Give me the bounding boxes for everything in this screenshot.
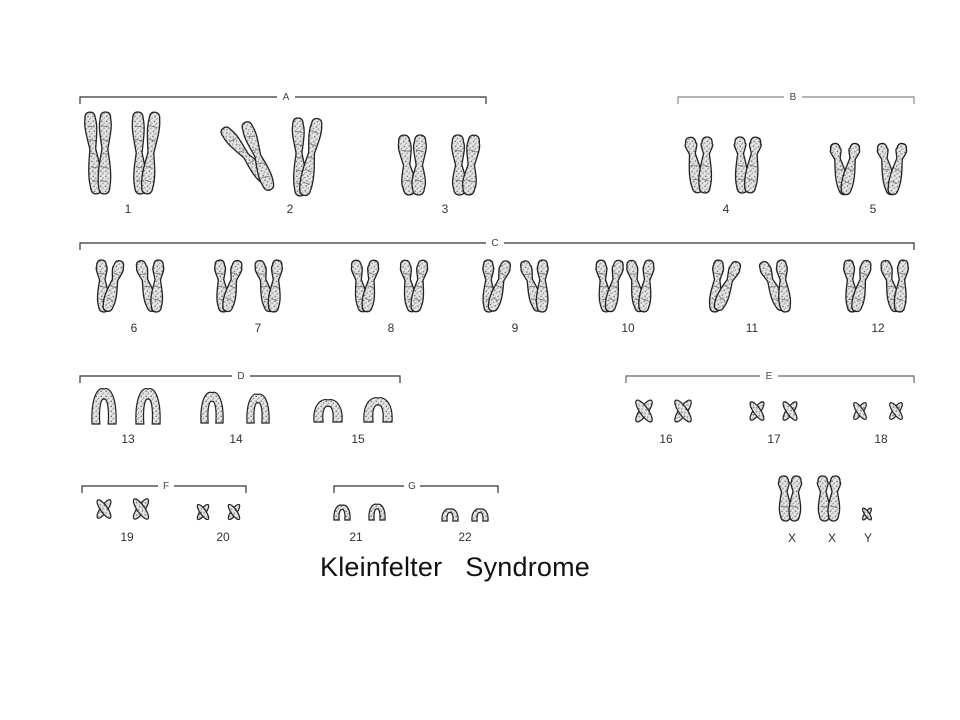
chromosome-22b (472, 509, 488, 521)
chromosome-2a (218, 120, 276, 192)
diagram-caption: Kleinfelter Syndrome (320, 552, 591, 582)
chromosome-21b (369, 504, 385, 520)
chromosome-1b (131, 112, 161, 195)
pair-label-17: 17 (767, 432, 781, 446)
chromosome-10a (595, 259, 625, 312)
pair-label-4: 4 (722, 202, 730, 216)
chromosome-5a (829, 142, 862, 195)
pair-label-21: 21 (349, 530, 363, 544)
chromosome-12b (879, 259, 909, 312)
chromosome-18b (888, 401, 905, 421)
chromosome-11a (709, 260, 743, 313)
group-g-bracket (334, 478, 498, 493)
pair-label-9: 9 (511, 321, 519, 335)
pair-label-16: 16 (659, 432, 673, 446)
chromosome-20a (195, 503, 210, 521)
group-d-label: D (237, 371, 245, 382)
chromosome-6b (134, 259, 164, 312)
pair-label-1: 1 (124, 202, 132, 216)
chromosome-4a (684, 136, 714, 193)
chromosome-14b (247, 394, 269, 423)
chromosome-7b (253, 259, 283, 312)
pair-label-18: 18 (874, 432, 888, 446)
chromosome-8a (350, 259, 380, 312)
chromosome-5b (876, 142, 909, 195)
group-c-bracket (80, 235, 914, 250)
chromosome-15a (314, 400, 342, 422)
chromosome-21a (334, 505, 350, 520)
group-b-bracket (678, 90, 914, 104)
pair-label-15: 15 (351, 432, 365, 446)
chromosome-16b (672, 398, 694, 424)
chromosome-19a (95, 498, 113, 520)
group-a-bracket (80, 89, 486, 104)
chromosome-19b (131, 497, 151, 521)
pair-label-7: 7 (254, 321, 262, 335)
chromosome-x2 (817, 476, 842, 522)
chromosome-15b (364, 398, 392, 422)
chromosome-17b (781, 400, 799, 422)
pair-label-3: 3 (441, 202, 449, 216)
chromosome-8b (399, 259, 429, 312)
chromosome-14a (201, 392, 223, 423)
pair-label-8: 8 (387, 321, 395, 335)
group-a-label: A (282, 92, 290, 103)
chromosome-13a (92, 389, 116, 424)
sex-label-x1: X (787, 531, 797, 545)
chromosome-12a (843, 259, 873, 312)
pair-label-10: 10 (621, 321, 635, 335)
group-g-label: G (408, 481, 416, 492)
pair-label-6: 6 (130, 321, 138, 335)
group-c-label: C (491, 238, 499, 249)
sex-label-x2: X (827, 531, 837, 545)
chromosome-3b (451, 134, 481, 195)
group-e-label: E (765, 371, 773, 382)
chromosome-22a (442, 509, 458, 521)
chromosome-4b (733, 136, 762, 193)
pair-label-14: 14 (229, 432, 243, 446)
chromosome-13b (136, 389, 160, 424)
chromosome-20b (226, 503, 241, 521)
chromosome-3a (397, 134, 427, 195)
pair-label-20: 20 (216, 530, 230, 544)
chromosome-9a (482, 259, 512, 312)
group-e-bracket (626, 368, 914, 383)
chromosome-set (83, 112, 909, 522)
chromosome-1a (83, 112, 111, 195)
pair-label-5: 5 (869, 202, 877, 216)
chromosome-9b (518, 259, 548, 312)
group-f-bracket (82, 478, 246, 493)
group-b-label: B (789, 92, 797, 103)
pair-label-2: 2 (286, 202, 294, 216)
chromosome-18a (852, 401, 869, 421)
chromosome-x1 (778, 476, 803, 522)
group-f-label: F (162, 481, 170, 492)
chromosome-2b (292, 118, 324, 197)
chromosome-17a (748, 400, 766, 422)
sex-label-y: Y (863, 531, 873, 545)
chromosome-16a (633, 398, 655, 424)
chromosome-6a (95, 259, 125, 312)
pair-label-12: 12 (871, 321, 885, 335)
group-d-bracket (80, 368, 400, 383)
pair-label-13: 13 (121, 432, 135, 446)
chromosome-11b (757, 260, 791, 313)
pair-label-11: 11 (745, 321, 759, 335)
chromosome-7a (214, 259, 244, 312)
pair-label-22: 22 (458, 530, 472, 544)
pair-label-19: 19 (120, 530, 134, 544)
chromosome-10b (625, 259, 655, 312)
chromosome-y (861, 507, 873, 521)
